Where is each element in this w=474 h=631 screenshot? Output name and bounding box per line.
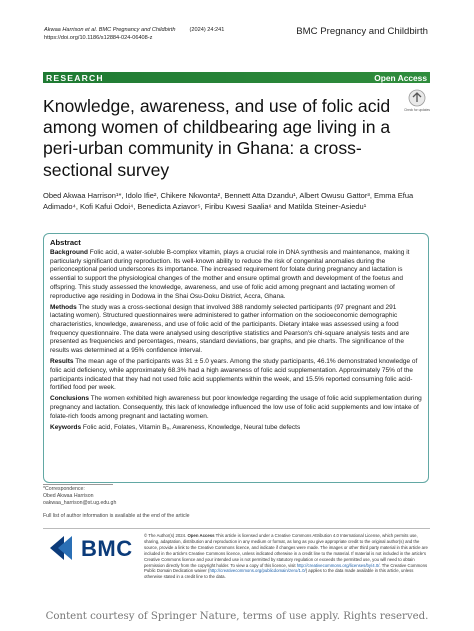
citation-header bbox=[44, 27, 224, 42]
bmc-logo-icon bbox=[50, 536, 78, 560]
abstract-keywords bbox=[50, 424, 422, 433]
springer-footer: Content courtesy of Springer Nature, terms of use apply. Rights reserved. bbox=[45, 611, 429, 622]
results-label: Results bbox=[50, 358, 74, 366]
journal-name: BMC Pregnancy and Childbirth bbox=[296, 26, 428, 37]
author-list: Obed Akwaa Harrison¹*, Idolo Ifie², Chikere Nkwonta², Bennett Atta Dzandu¹, Albert Owusu Gattor³, Emma Efua Adimado⁴, Kofi Kafui Odoi⁴, Benedicta Aziavor⁵, Firibu Kwesi Saalia⁶ and Matilda Steiner-Asiedu¹ bbox=[43, 191, 414, 212]
correspondence bbox=[43, 486, 116, 506]
conclusions-text: The women exhibited high awareness but poor knowledge regarding the usage of folic acid supplementation during pregnancy and lactation. Consequently, this lack of knowledge influenced the low use of folic acid supplements and low intake of folate-rich foods among pregnant and lactating women. bbox=[50, 395, 422, 420]
abstract-heading: Abstract bbox=[50, 238, 81, 247]
abstract-methods bbox=[50, 304, 422, 356]
results-text: The mean age of the participants was 31 ± 5.0 years. Among the study participants, 46.1% demonstrated knowledge of folic acid deficiency, while approximately 68.3% had a high awareness of folic acid supplementation. Approximately 75% of the participants indicated that they had not used folic acid supplements within the week, and 15.5% reported consuming folic acid-fortified food per week. bbox=[50, 358, 418, 392]
full-author-info-note: Full list of author information is available at the end of the article bbox=[43, 513, 190, 519]
background-text: Folic acid, a water-soluble B-complex vitamin, plays a crucial role in DNA synthesis and maintenance, making it particularly significant during reproduction. Its well-known ability to reduce the risk of congenital anomalies during the periconceptional period underscores its importance. The increased requirement for folate during pregnancy and lactation is essential to support the physiological changes of the mother and ensure optimal growth and development of the foetus and offspring. This study assessed the knowledge, awareness, and use of folic acid among pregnant and lactating women of reproductive age residing in Dodowa in the Shai Osu-Doku District, Accra, Ghana. bbox=[50, 249, 410, 300]
year-pages: (2024) 24:241 bbox=[189, 27, 225, 33]
section-banner bbox=[43, 72, 430, 83]
abstract-conclusions bbox=[50, 395, 422, 421]
license-body-2: . The Creative Commons Public Domain Dedication waiver ( bbox=[144, 562, 428, 574]
abstract-box bbox=[43, 233, 429, 483]
license-body-3: ) applies to the data made available in this article, unless otherwise stated in a credit line to the data. bbox=[144, 568, 414, 580]
divider bbox=[43, 484, 113, 485]
bmc-logo-text: BMC bbox=[81, 536, 133, 561]
methods-label: Methods bbox=[50, 303, 77, 311]
methods-text: The study was a cross-sectional design that involved 388 randomly selected participants (97 pregnant and 291 lactating women). Structured questionnaires were administered to gather information on the socioeconomic demographic characteristics, knowledge, awareness, and use of folic acid of the participants. Dietary intake was assessed using a food frequency questionnaire. The data were analysed using descriptive statistics and Pearson's chi-square analysis tests and are presented as frequencies and percentages, means, standard deviations, bar graphs, and pie charts. The significance of the results was determined at a 95% confidence interval. bbox=[50, 303, 410, 355]
divider bbox=[43, 528, 430, 529]
license-link[interactable]: http://creativecommons.org/licenses/by/4.0/ bbox=[296, 562, 380, 568]
keywords-text: Folic acid, Folates, Vitamin B₉, Awareness, Knowledge, Neural tube defects bbox=[82, 423, 301, 431]
correspondence-email[interactable]: oakwaa_harrison@st.ug.edu.gh bbox=[43, 499, 117, 506]
abstract-background bbox=[50, 249, 422, 301]
conclusions-label: Conclusions bbox=[50, 395, 90, 403]
crossmark-text: Check for updates bbox=[404, 108, 430, 112]
citation-line: Akwaa Harrison et al. BMC Pregnancy and Childbirth bbox=[44, 27, 176, 33]
article-title: Knowledge, awareness, and use of folic acid among women of childbearing age living in a peri-urban community in Ghana: a cross-sectional survey bbox=[43, 96, 391, 180]
doi-link[interactable]: https://doi.org/10.1186/s12884-024-06408-z bbox=[44, 34, 153, 41]
open-access-label: Open Access bbox=[374, 73, 427, 83]
license-text bbox=[144, 533, 430, 580]
abstract-results bbox=[50, 358, 422, 393]
bmc-logo bbox=[50, 536, 134, 560]
crossmark-icon[interactable] bbox=[404, 88, 430, 114]
copyright: © The Author(s) 2024. bbox=[144, 533, 187, 538]
public-domain-link[interactable]: http://creativecommons.org/publicdomain/zero/1.0/ bbox=[209, 568, 306, 574]
section-label: RESEARCH bbox=[46, 73, 104, 83]
keywords-label: Keywords bbox=[50, 423, 82, 431]
correspondence-name: Obed Akwaa Harrison bbox=[43, 492, 94, 499]
open-access-bold: Open Access bbox=[187, 533, 215, 538]
license-body: This article is licensed under a Creative Commons Attribution 4.0 International License, which permits use, sharing, adaptation, distribution and reproduction in any medium or format, as long as you give appropriate credit to the original author(s) and the source, provide a link to the Creative Commons licence, and indicate if changes were made. The images or other third party material in this article are included in the article's Creative Commons licence, unless indicated otherwise in a credit line to the material. If material is not included in the article's Creative Commons licence and your intended use is not permitted by statutory regulation or exceeds the permitted use, you will need to obtain permission directly from the copyright holder. To view a copy of this licence, visit bbox=[144, 533, 428, 568]
background-label: Background bbox=[50, 249, 88, 256]
correspondence-label: *Correspondence: bbox=[43, 486, 85, 492]
